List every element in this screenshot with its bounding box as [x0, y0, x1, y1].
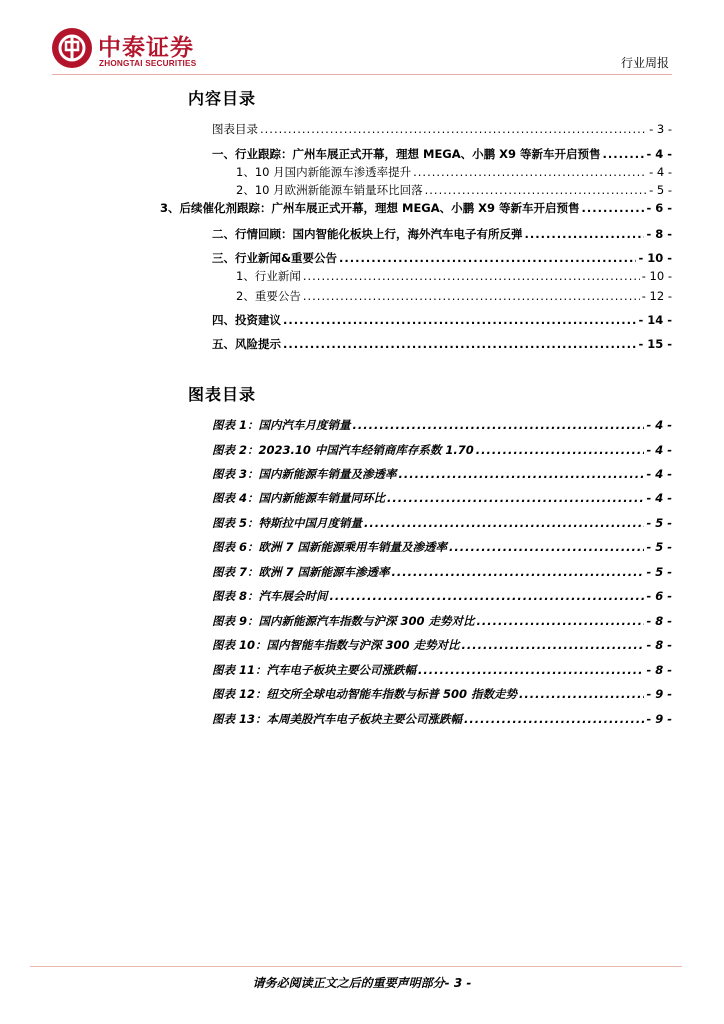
toc-entry-page: - 3 -	[649, 122, 672, 136]
figure-entry-text: 图表 2：2023.10 中国汽车经销商库存系数 1.70	[212, 443, 474, 457]
toc-entry[interactable]	[212, 337, 672, 351]
figure-entry-text: 图表 10：国内智能车指数与沪深 300 走势对比	[212, 638, 460, 652]
leader-dots	[303, 269, 640, 283]
leader-dots	[464, 712, 644, 726]
toc-entry[interactable]	[236, 289, 672, 303]
leader-dots	[392, 565, 645, 579]
leader-dots	[283, 313, 636, 327]
toc-entry-page: - 8 -	[646, 227, 672, 241]
figure-entry-text: 图表 12：纽交所全球电动智能车指数与标普 500 指数走势	[212, 687, 518, 701]
figure-entry-page: - 9 -	[646, 712, 672, 726]
toc-entry-page: - 10 -	[638, 251, 672, 265]
leader-dots	[353, 418, 645, 432]
toc-entry-text: 3、后续催化剂跟踪：广州车展正式开幕，理想 MEGA、小鹏 X9 等新车开启预售	[160, 201, 580, 215]
figure-entry-page: - 4 -	[646, 467, 672, 481]
toc-entry-text: 图表目录	[212, 122, 258, 136]
footer-page-number: - 3 -	[444, 976, 472, 990]
toc-entry-text: 2、重要公告	[236, 289, 301, 303]
toc-entry[interactable]	[212, 122, 672, 136]
figure-entry-page: - 6 -	[646, 589, 672, 603]
toc-entry-page: - 4 -	[649, 165, 672, 179]
figure-entry[interactable]	[212, 418, 672, 432]
leader-dots	[364, 516, 644, 530]
leader-dots	[330, 589, 645, 603]
leader-dots	[260, 122, 647, 136]
leader-dots	[603, 147, 645, 161]
toc-entry-text: 一、行业跟踪：广州车展正式开幕，理想 MEGA、小鹏 X9 等新车开启预售	[212, 147, 601, 161]
figure-entry[interactable]	[212, 516, 672, 530]
toc-entry[interactable]	[212, 313, 672, 327]
figure-entry[interactable]	[212, 638, 672, 652]
toc-entry-text: 1、10 月国内新能源车渗透率提升	[236, 165, 412, 179]
figure-entry[interactable]	[212, 589, 672, 603]
figure-entry-page: - 8 -	[646, 663, 672, 677]
leader-dots	[462, 638, 645, 652]
toc-entry[interactable]	[236, 269, 672, 283]
footer-divider	[30, 966, 682, 967]
figure-entry-text: 图表 6：欧洲 7 国新能源乘用车销量及渗透率	[212, 540, 448, 554]
figure-entry-text: 图表 5：特斯拉中国月度销量	[212, 516, 363, 530]
toc-entry-page: - 4 -	[646, 147, 672, 161]
figure-entry[interactable]	[212, 663, 672, 677]
toc-entry[interactable]	[236, 165, 672, 179]
figure-entry-page: - 4 -	[646, 491, 672, 505]
figure-entry-text: 图表 1：国内汽车月度销量	[212, 418, 351, 432]
figure-entry[interactable]	[212, 467, 672, 481]
figure-entry-page: - 5 -	[646, 565, 672, 579]
figure-entry-text: 图表 11：汽车电子板块主要公司涨跌幅	[212, 663, 417, 677]
figure-entry[interactable]	[212, 540, 672, 554]
figure-entry-page: - 4 -	[646, 443, 672, 457]
leader-dots	[399, 467, 645, 481]
figure-entry-text: 图表 4：国内新能源车销量同环比	[212, 491, 386, 505]
leader-dots	[525, 227, 645, 241]
leader-dots	[283, 337, 636, 351]
figure-entry-page: - 9 -	[646, 687, 672, 701]
leader-dots	[418, 663, 644, 677]
toc-entry-page: - 12 -	[641, 289, 672, 303]
leader-dots	[413, 165, 647, 179]
leader-dots	[519, 687, 644, 701]
figure-entry-page: - 4 -	[646, 418, 672, 432]
figure-entry-page: - 5 -	[646, 540, 672, 554]
toc-entry-page: - 10 -	[641, 269, 672, 283]
logo-text-en: ZHONGTAI SECURITIES	[99, 59, 197, 68]
toc-entry-page: - 14 -	[638, 313, 672, 327]
figure-entry[interactable]	[212, 687, 672, 701]
toc-entry-text: 四、投资建议	[212, 313, 281, 327]
toc-entry-text: 五、风险提示	[212, 337, 281, 351]
footer-disclaimer	[0, 974, 724, 991]
toc-entry[interactable]	[212, 227, 672, 241]
toc-entry-page: - 6 -	[646, 201, 672, 215]
figure-entry-text: 图表 13：本周美股汽车电子板块主要公司涨跌幅	[212, 712, 463, 726]
figures-title: 图表目录	[188, 385, 257, 404]
figure-entry[interactable]	[212, 443, 672, 457]
figure-entry-text: 图表 7：欧洲 7 国新能源车渗透率	[212, 565, 390, 579]
figure-entry[interactable]	[212, 491, 672, 505]
figure-entry[interactable]	[212, 712, 672, 726]
toc-entry-text: 2、10 月欧洲新能源车销量环比回落	[236, 183, 423, 197]
figure-entry-page: - 8 -	[646, 638, 672, 652]
leader-dots	[339, 251, 636, 265]
toc-entry[interactable]	[236, 183, 672, 197]
figure-entry-page: - 8 -	[646, 614, 672, 628]
toc-entry-page: - 5 -	[649, 183, 672, 197]
figure-entry[interactable]	[212, 614, 672, 628]
header-divider	[52, 74, 672, 75]
footer-text: 请务必阅读正文之后的重要声明部分	[252, 976, 445, 990]
toc-entry[interactable]	[212, 147, 672, 161]
figure-entry-page: - 5 -	[646, 516, 672, 530]
toc-entry[interactable]	[212, 251, 672, 265]
logo-emblem-icon	[52, 28, 92, 68]
toc-entry-text: 1、行业新闻	[236, 269, 301, 283]
toc-entry-text: 三、行业新闻&重要公告	[212, 251, 338, 265]
figure-entry-text: 图表 3：国内新能源车销量及渗透率	[212, 467, 397, 481]
toc-entry-page: - 15 -	[638, 337, 672, 351]
toc-entry-text: 二、行情回顾：国内智能化板块上行，海外汽车电子有所反弹	[212, 227, 523, 241]
logo-text-cn: 中泰证券	[98, 35, 194, 61]
leader-dots	[582, 201, 645, 215]
leader-dots	[476, 443, 645, 457]
figure-entry-text: 图表 8：汽车展会时间	[212, 589, 328, 603]
report-type-label: 行业周报	[620, 56, 669, 70]
leader-dots	[425, 183, 647, 197]
figure-entry[interactable]	[212, 565, 672, 579]
leader-dots	[477, 614, 645, 628]
leader-dots	[449, 540, 644, 554]
contents-title: 内容目录	[188, 89, 257, 108]
figure-entry-text: 图表 9：国内新能源汽车指数与沪深 300 走势对比	[212, 614, 475, 628]
leader-dots	[303, 289, 640, 303]
leader-dots	[387, 491, 644, 505]
company-logo	[52, 28, 262, 74]
toc-entry[interactable]	[160, 201, 672, 215]
